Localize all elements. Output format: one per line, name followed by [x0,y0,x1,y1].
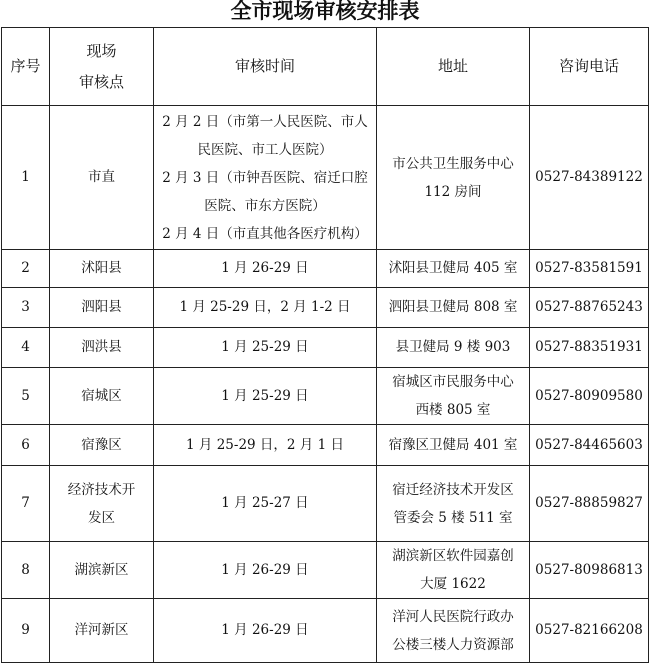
row-site [50,106,154,250]
row-address [377,368,530,425]
row-site-line: 宿城区 [81,387,122,404]
row-time-line: 1 月 25-27 日 [221,495,309,511]
row-phone: 0527-83581591 [530,250,649,288]
row-site-line: 沭阳县 [81,260,122,276]
row-address-line: 宿城区市民服务中心 [392,374,514,390]
row-time [154,250,377,288]
row-address-line: 洋河人民医院行政办 [392,608,514,625]
row-time-line: 民医院、市工人医院） [197,141,333,158]
row-time-line: 2 月 4 日（市直其他各医疗机构） [162,225,368,242]
table-row [2,250,649,288]
table-body [2,106,649,663]
row-address-line: 沭阳县卫健局 405 室 [388,260,518,276]
header-site-line2: 审核点 [78,72,124,91]
row-address-line: 湖滨新区软件园嘉创 [392,548,514,564]
row-time-line: 1 月 26-29 日 [221,561,309,578]
row-address-line: 宿豫区卫健局 401 室 [388,436,518,453]
table-row [2,425,649,466]
row-site-line: 经济技术开 [67,481,136,498]
row-site-line: 宿豫区 [81,436,122,453]
row-site [50,368,154,425]
row-address [377,466,530,542]
table-row [2,599,649,663]
row-phone: 0527-84465603 [530,425,649,466]
row-phone: 0527-84389122 [530,106,649,250]
table-row [2,466,649,542]
header-index: 序号 [2,28,50,106]
row-site-line: 市直 [88,169,115,185]
row-address-line: 西楼 805 室 [415,402,491,418]
row-time [154,425,377,466]
row-index: 2 [2,250,50,288]
row-phone: 0527-80909580 [530,368,649,425]
row-phone: 0527-80986813 [530,542,649,599]
row-address-line: 大厦 1622 [420,576,486,592]
row-address [377,288,530,328]
row-phone: 0527-88859827 [530,466,649,542]
row-time-line: 1 月 25-29 日，2 月 1-2 日 [179,299,351,315]
row-phone: 0527-88351931 [530,328,649,368]
row-time [154,368,377,425]
row-address-line: 泗阳县卫健局 808 室 [388,299,518,315]
row-time [154,288,377,328]
row-time-line: 2 月 2 日（市第一人民医院、市人 [162,113,368,130]
row-address [377,542,530,599]
row-site-line: 洋河新区 [74,622,129,638]
row-index: 6 [2,425,50,466]
header-time: 审核时间 [154,28,377,106]
page-title: 全市现场审核安排表 [230,0,420,23]
row-time-line: 1 月 25-29 日 [221,339,309,355]
row-address [377,106,530,250]
row-site-line: 湖滨新区 [74,561,129,578]
row-time-line: 医院、市东方医院） [204,197,326,214]
row-address-line: 112 房间 [424,183,482,200]
table-row [2,328,649,368]
row-site [50,328,154,368]
row-time [154,466,377,542]
row-address [377,328,530,368]
row-address [377,250,530,288]
row-site-line: 泗洪县 [81,339,122,355]
row-index: 3 [2,288,50,328]
row-time-line: 1 月 26-29 日 [221,622,309,638]
row-address [377,599,530,663]
row-index: 8 [2,542,50,599]
row-index: 1 [2,106,50,250]
row-site [50,425,154,466]
row-index: 5 [2,368,50,425]
row-time-line: 1 月 26-29 日 [221,260,309,276]
table-row [2,288,649,328]
row-site [50,288,154,328]
header-phone: 咨询电话 [530,28,649,106]
row-address-line: 公楼三楼人力资源部 [392,636,514,653]
row-time-line: 1 月 25-29 日，2 月 1 日 [186,436,344,453]
row-time [154,542,377,599]
row-site [50,466,154,542]
row-time-line: 2 月 3 日（市钟吾医院、宿迁口腔 [162,169,368,186]
row-time [154,106,377,250]
header-address: 地址 [377,28,530,106]
row-time [154,328,377,368]
header-site [50,28,154,106]
row-time [154,599,377,663]
row-phone: 0527-88765243 [530,288,649,328]
row-index: 7 [2,466,50,542]
table-row [2,106,649,250]
row-time-line: 1 月 25-29 日 [221,387,309,404]
table-row [2,368,649,425]
row-address-line: 县卫健局 9 楼 903 [395,339,511,355]
row-site-line: 发区 [88,509,115,526]
row-site [50,599,154,663]
row-site [50,542,154,599]
row-site-line: 泗阳县 [81,299,122,315]
row-address [377,425,530,466]
row-phone: 0527-82166208 [530,599,649,663]
row-site [50,250,154,288]
header-row [2,28,649,106]
row-index: 4 [2,328,50,368]
schedule-table [1,27,649,663]
row-index: 9 [2,599,50,663]
header-site-line1: 现场 [86,41,117,60]
row-address-line: 市公共卫生服务中心 [392,155,514,172]
row-address-line: 管委会 5 楼 511 室 [393,509,513,526]
table-row [2,542,649,599]
row-address-line: 宿迁经济技术开发区 [392,481,514,498]
